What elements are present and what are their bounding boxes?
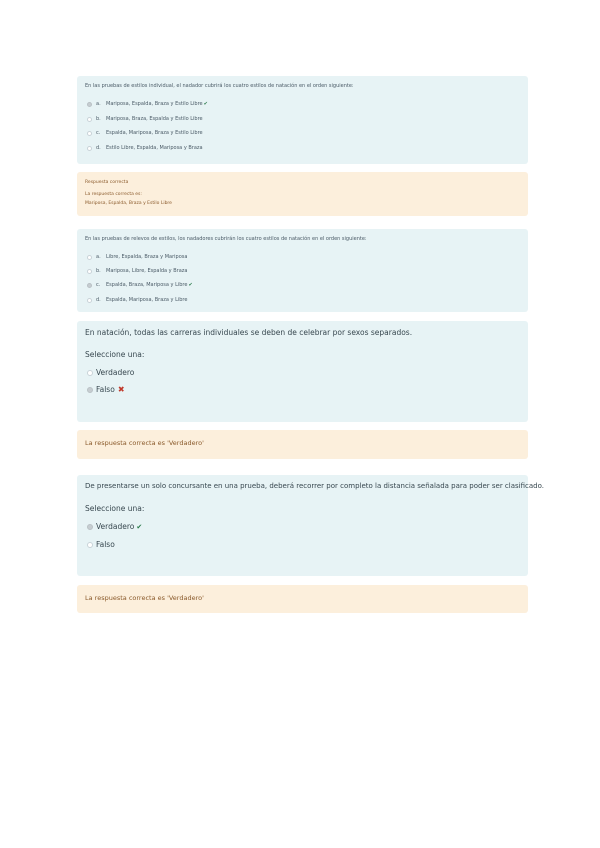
- question-4-prompt: Seleccione una:: [85, 504, 145, 513]
- radio[interactable]: [87, 269, 92, 274]
- feedback-1-label: La respuesta correcta es:: [85, 192, 142, 197]
- question-3-box: [77, 321, 528, 422]
- correct-check-icon: ✔: [203, 101, 208, 107]
- question-2-option-b[interactable]: b. Mariposa, Libre, Espalda y Braza: [87, 268, 187, 274]
- question-2-box: [77, 229, 528, 312]
- radio-selected[interactable]: [87, 102, 92, 107]
- incorrect-cross-icon: ✖: [117, 385, 125, 394]
- question-3-text: En natación, todas las carreras individuales se deben de celebrar por sexos separados.: [85, 328, 413, 337]
- correct-check-icon: ✔: [188, 282, 193, 288]
- question-1-text: En las pruebas de estilos individual, el nadador cubrirá los cuatro estilos de natación en el orden siguiente:: [85, 83, 354, 89]
- radio[interactable]: [87, 117, 92, 122]
- question-1-box: [77, 76, 528, 164]
- question-1-option-c[interactable]: c. Espalda, Mariposa, Braza y Estilo Libre: [87, 130, 203, 136]
- question-2-option-a[interactable]: a. Libre, Espalda, Braza y Mariposa: [87, 254, 187, 260]
- radio-selected[interactable]: [87, 283, 92, 288]
- feedback-1-status: Respuesta correcta: [85, 180, 129, 185]
- question-3-option-false[interactable]: Falso ✖: [87, 385, 125, 394]
- question-2-text: En las pruebas de relevos de estilos, los nadadores cubrirán los cuatro estilos de natación en el orden siguiente:: [85, 236, 367, 242]
- question-4-option-true[interactable]: Verdadero ✔: [87, 522, 142, 531]
- feedback-4-text: La respuesta correcta es 'Verdadero': [85, 594, 204, 602]
- feedback-4-box: [77, 585, 528, 613]
- radio[interactable]: [87, 298, 92, 303]
- question-2-option-c[interactable]: c. Espalda, Braza, Mariposa y Libre ✔: [87, 282, 193, 288]
- radio-selected[interactable]: [87, 387, 93, 393]
- radio[interactable]: [87, 255, 92, 260]
- radio[interactable]: [87, 146, 92, 151]
- question-1-option-d[interactable]: d. Estilo Libre, Espalda, Mariposa y Braza: [87, 145, 203, 151]
- question-3-prompt: Seleccione una:: [85, 350, 145, 359]
- radio-selected[interactable]: [87, 524, 93, 530]
- radio[interactable]: [87, 370, 93, 376]
- question-4-option-false[interactable]: Falso: [87, 540, 115, 549]
- feedback-3-text: La respuesta correcta es 'Verdadero': [85, 439, 204, 447]
- correct-check-icon: ✔: [136, 522, 143, 531]
- feedback-3-box: [77, 430, 528, 459]
- question-4-box: [77, 475, 544, 576]
- question-1-option-b[interactable]: b. Mariposa, Braza, Espalda y Estilo Libre: [87, 116, 203, 122]
- question-3-option-true[interactable]: Verdadero: [87, 368, 134, 377]
- feedback-1-box: [77, 172, 528, 216]
- radio[interactable]: [87, 131, 92, 136]
- radio[interactable]: [87, 542, 93, 548]
- question-2-option-d[interactable]: d. Espalda, Mariposa, Braza y Libre: [87, 297, 187, 303]
- question-4-text: De presentarse un solo concursante en una prueba, deberá recorrer por completo la distancia señalada para poder ser clasificado.: [85, 482, 544, 490]
- feedback-1-answer: Mariposa, Espalda, Braza y Estilo Libre: [85, 201, 172, 206]
- question-1-option-a[interactable]: a. Mariposa, Espalda, Braza y Estilo Libre ✔: [87, 101, 208, 107]
